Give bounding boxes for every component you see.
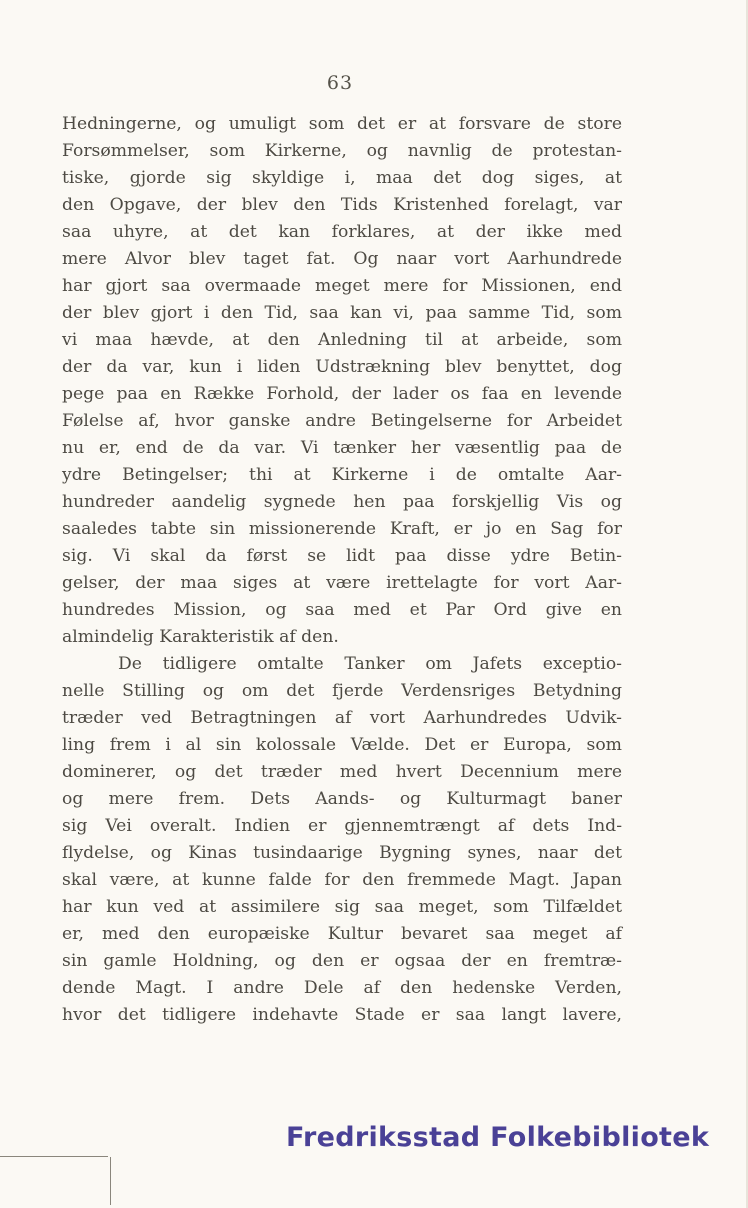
library-stamp: Fredriksstad Folkebibliotek xyxy=(286,1122,710,1153)
text-line: saa uhyre, at det kan forklares, at der ikke med xyxy=(62,222,622,242)
text-line: gelser, der maa siges at være irettelagte for vort Aar- xyxy=(62,573,622,593)
corner-mark-vertical xyxy=(110,1157,111,1205)
text-line: almindelig Karakteristik af den. xyxy=(62,627,339,647)
text-line: pege paa en Række Forhold, der lader os faa en levende xyxy=(62,384,622,404)
text-line: og mere frem. Dets Aands- og Kulturmagt baner xyxy=(62,789,622,809)
text-line: har gjort saa overmaade meget mere for Missionen, end xyxy=(62,276,622,296)
text-line: vi maa hævde, at den Anledning til at arbeide, som xyxy=(62,330,622,350)
text-line: tiske, gjorde sig skyldige i, maa det dog siges, at xyxy=(62,168,622,188)
text-line: nelle Stilling og om det fjerde Verdensriges Betydning xyxy=(62,681,622,701)
text-line: Hedningerne, og umuligt som det er at forsvare de store xyxy=(62,114,622,134)
paragraph-2 xyxy=(62,651,622,1029)
text-line: skal være, at kunne falde for den fremmede Magt. Japan xyxy=(62,870,622,890)
text-line: sig Vei overalt. Indien er gjennemtrængt af dets Ind- xyxy=(62,816,622,836)
body-text xyxy=(62,111,622,1029)
text-line: mere Alvor blev taget fat. Og naar vort Aarhundrede xyxy=(62,249,622,269)
page-number: 63 xyxy=(326,72,354,94)
paragraph-1 xyxy=(62,111,622,651)
text-line: sig. Vi skal da først se lidt paa disse ydre Betin- xyxy=(62,546,622,566)
text-line: træder ved Betragtningen af vort Aarhundredes Udvik- xyxy=(62,708,622,728)
text-line: nu er, end de da var. Vi tænker her væsentlig paa de xyxy=(62,438,622,458)
text-line: sin gamle Holdning, og den er ogsaa der en fremtræ- xyxy=(62,951,622,971)
text-line: har kun ved at assimilere sig saa meget, som Tilfældet xyxy=(62,897,622,917)
text-line: er, med den europæiske Kultur bevaret saa meget af xyxy=(62,924,622,944)
text-line: dende Magt. I andre Dele af den hedenske Verden, xyxy=(62,978,622,998)
text-line: der blev gjort i den Tid, saa kan vi, paa samme Tid, som xyxy=(62,303,622,323)
text-line: dominerer, og det træder med hvert Decennium mere xyxy=(62,762,622,782)
text-line: Følelse af, hvor ganske andre Betingelserne for Arbeidet xyxy=(62,411,622,431)
text-line: Forsømmelser, som Kirkerne, og navnlig de protestan- xyxy=(62,141,622,161)
corner-mark-horizontal xyxy=(0,1156,108,1157)
text-line: hvor det tidligere indehavte Stade er saa langt lavere, xyxy=(62,1005,622,1025)
text-line: den Opgave, der blev den Tids Kristenhed forelagt, var xyxy=(62,195,622,215)
text-line: saaledes tabte sin missionerende Kraft, er jo en Sag for xyxy=(62,519,622,539)
text-line: hundreder aandelig sygnede hen paa forskjellig Vis og xyxy=(62,492,622,512)
text-line: der da var, kun i liden Udstrækning blev benyttet, dog xyxy=(62,357,622,377)
text-line: ydre Betingelser; thi at Kirkerne i de omtalte Aar- xyxy=(62,465,622,485)
text-line: flydelse, og Kinas tusindaarige Bygning synes, naar det xyxy=(62,843,622,863)
text-line: De tidligere omtalte Tanker om Jafets exceptio- xyxy=(118,654,622,674)
text-line: hundredes Mission, og saa med et Par Ord give en xyxy=(62,600,622,620)
text-line: ling frem i al sin kolossale Vælde. Det er Europa, som xyxy=(62,735,622,755)
